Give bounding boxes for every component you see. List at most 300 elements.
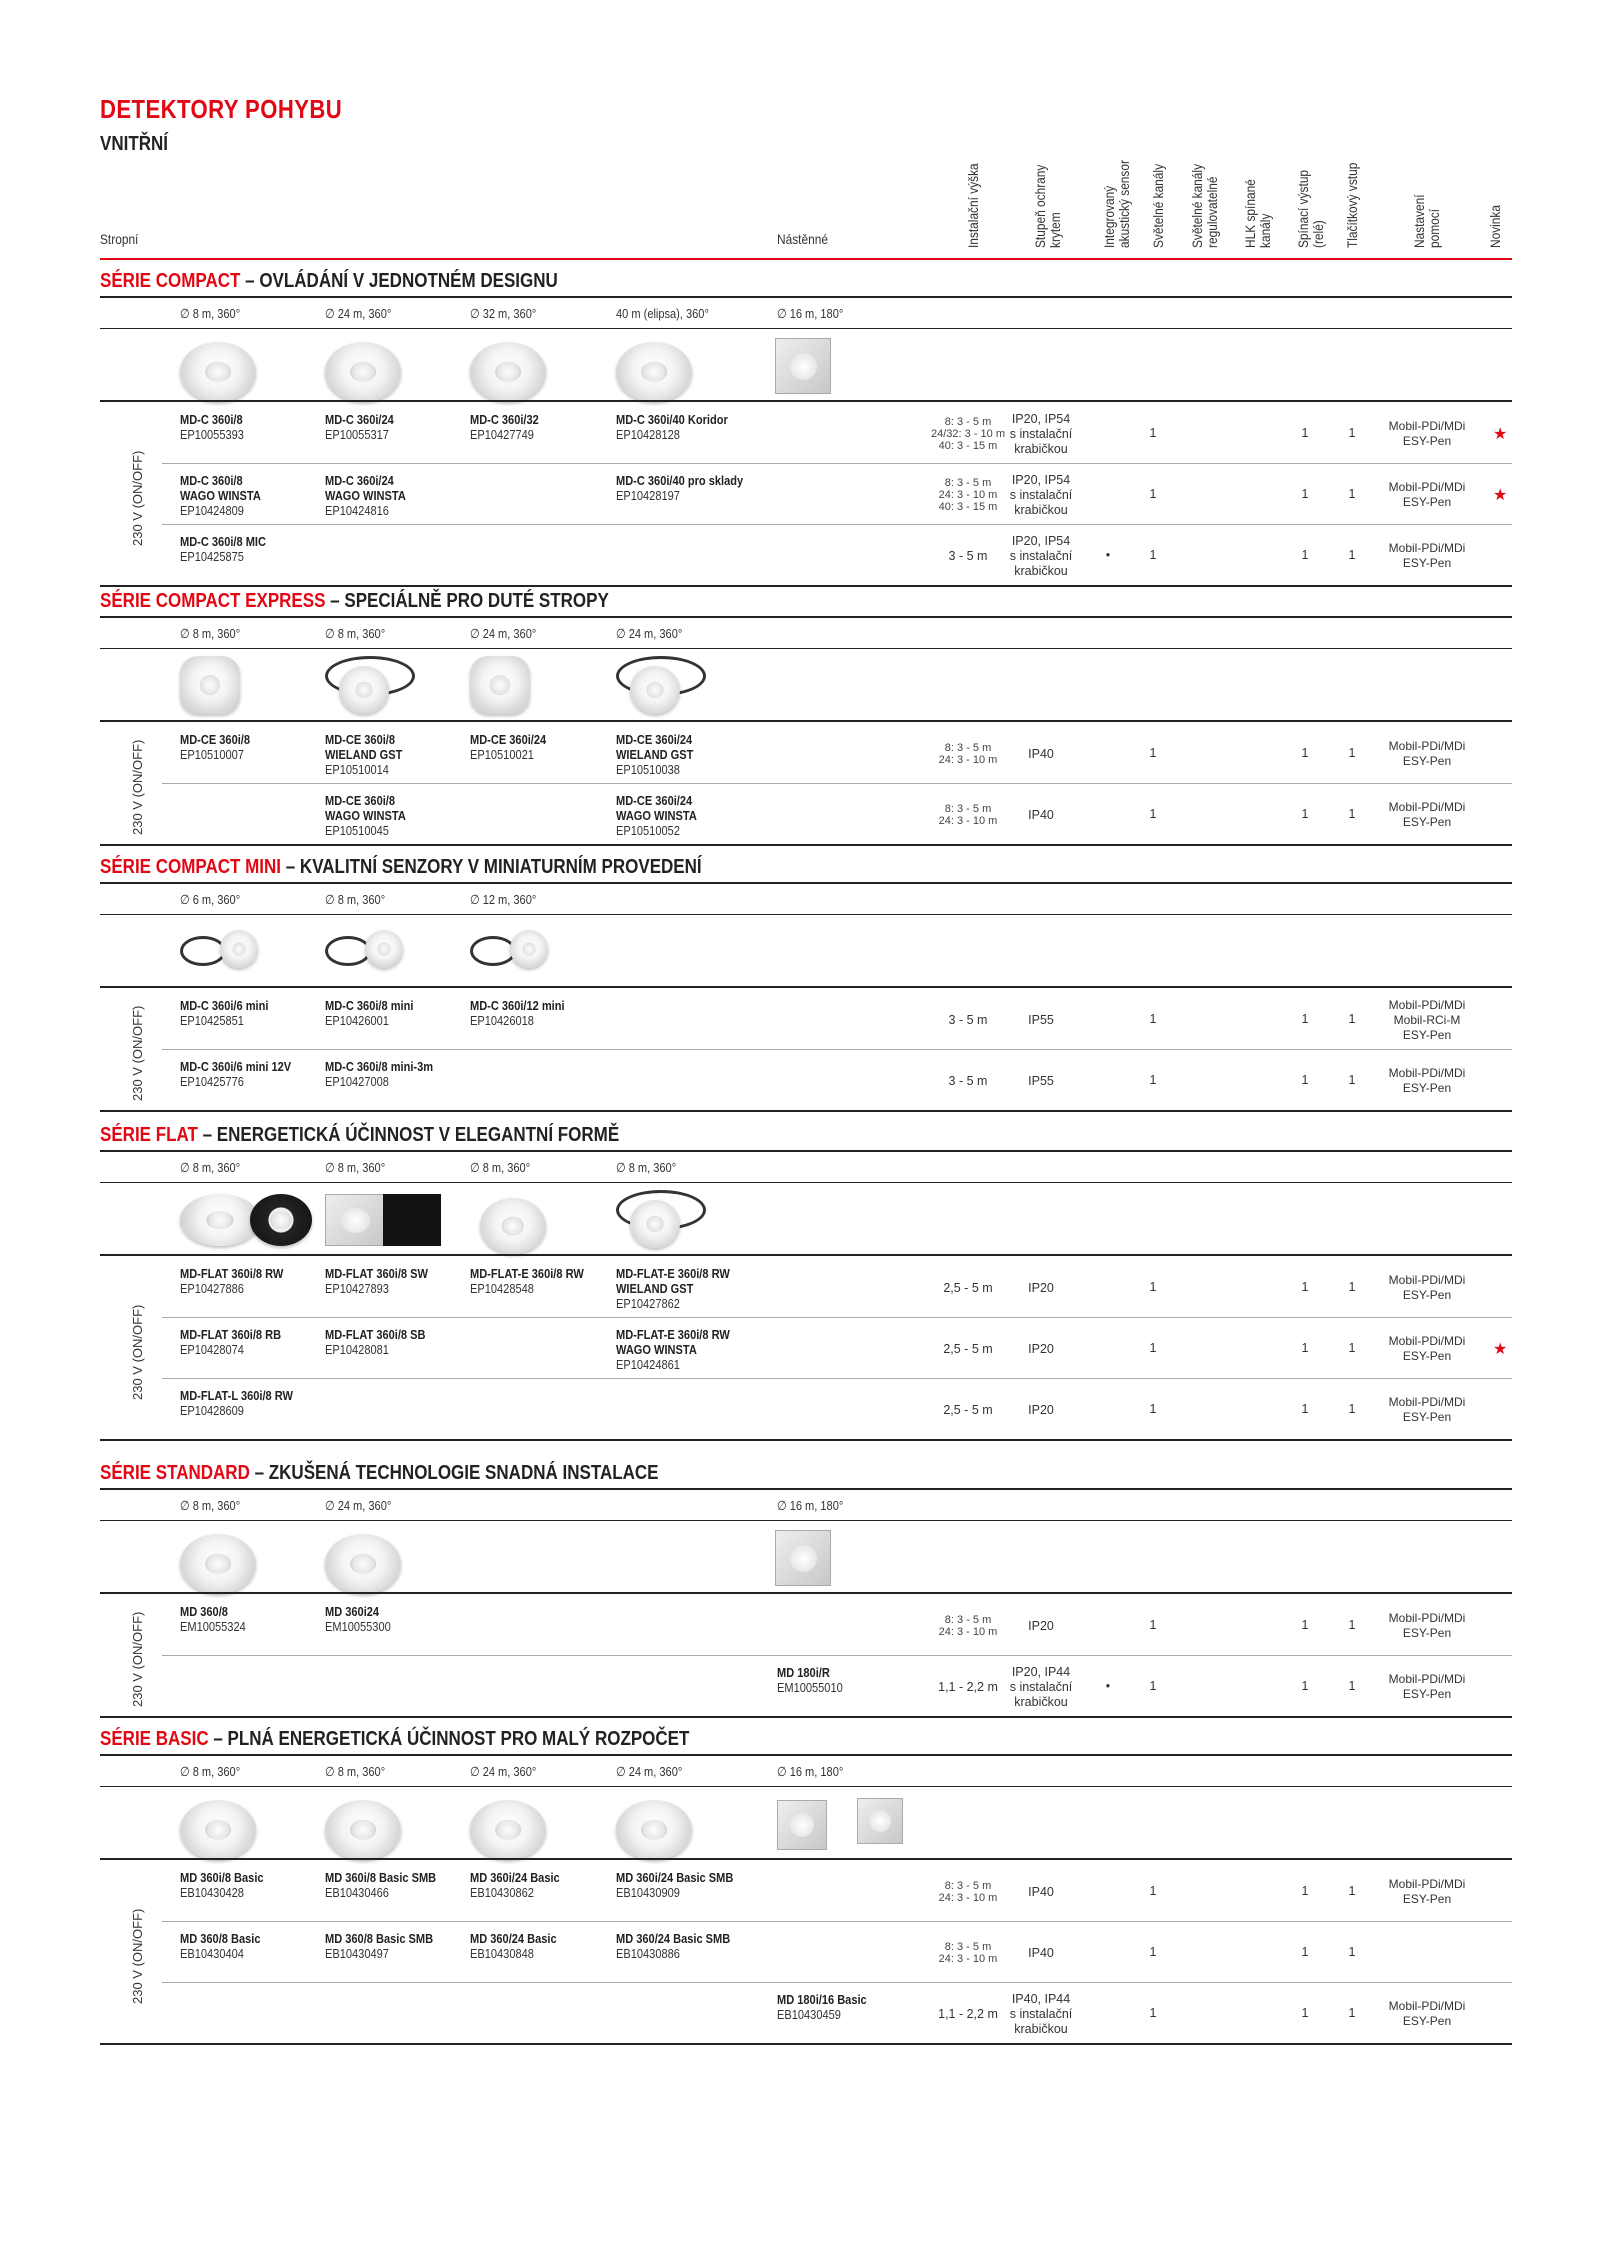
button-input: 1 xyxy=(1348,426,1356,440)
section-name: SÉRIE STANDARD xyxy=(100,1462,250,1484)
product-name: MD-CE 360i/8 xyxy=(325,732,396,747)
spec-label: ∅ 16 m, 180° xyxy=(777,1764,844,1779)
product-code: EB10430886 xyxy=(616,1946,680,1961)
product-code: EB10430862 xyxy=(470,1885,534,1900)
button-input: 1 xyxy=(1348,1341,1356,1355)
col-label-wall: Nástěnné xyxy=(777,231,828,247)
section-description: – KVALITNÍ SENZORY V MINIATURNÍM PROVEDENÍ xyxy=(281,856,702,878)
settings-tools: Mobil-PDi/MDi ESY-Pen xyxy=(1388,1672,1466,1701)
product-cell xyxy=(616,1931,730,1961)
voltage-label: 230 V (ON/OFF) xyxy=(130,739,145,835)
detector-image xyxy=(180,1800,256,1860)
row-divider xyxy=(100,1716,1512,1718)
rows-divider xyxy=(100,986,1512,988)
product-name: MD 180i/16 Basic xyxy=(777,1992,867,2007)
product-code: EP10428128 xyxy=(616,427,680,442)
product-cell xyxy=(180,1059,291,1089)
row-divider xyxy=(100,1439,1512,1441)
acoustic-sensor-mark: • xyxy=(1105,548,1111,562)
spec-label: ∅ 8 m, 360° xyxy=(180,1498,241,1513)
product-code: EM10055300 xyxy=(325,1619,391,1634)
product-code: EP10426001 xyxy=(325,1013,389,1028)
column-header: Integrovaný akustický sensor xyxy=(1101,160,1132,248)
product-cell xyxy=(470,1266,584,1296)
ip-rating: IP40 xyxy=(1028,746,1054,761)
install-height: 8: 3 - 5 m 24: 3 - 10 m 40: 3 - 15 m xyxy=(938,477,998,513)
spec-label: ∅ 8 m, 360° xyxy=(180,626,241,641)
detector-image xyxy=(180,1534,256,1594)
wall-detector-image xyxy=(775,1530,831,1586)
product-code: EP10427008 xyxy=(325,1074,389,1089)
product-name: MD-C 360i/6 mini 12V xyxy=(180,1059,292,1074)
relay-output: 1 xyxy=(1301,1679,1309,1693)
settings-tools: Mobil-PDi/MDi Mobil-RCi-M ESY-Pen xyxy=(1388,997,1466,1042)
ip-rating: IP55 xyxy=(1028,1073,1054,1088)
product-cell xyxy=(616,732,693,777)
product-name: MD-C 360i/8 mini-3m xyxy=(325,1059,434,1074)
product-cell xyxy=(325,732,402,777)
product-name: MD-FLAT 360i/8 SW xyxy=(325,1266,428,1281)
column-header: Nastavení pomocí xyxy=(1411,194,1442,248)
detector-image xyxy=(616,1800,692,1860)
product-name: MD 360/8 xyxy=(180,1604,228,1619)
product-code: EP10428081 xyxy=(325,1342,389,1357)
ip-rating: IP40 xyxy=(1028,1945,1054,1960)
product-code: EP10425851 xyxy=(180,1013,244,1028)
detector-image xyxy=(325,1800,401,1860)
product-cell xyxy=(180,1870,264,1900)
product-code: EB10430428 xyxy=(180,1885,244,1900)
product-code: EP10510007 xyxy=(180,747,244,762)
detector-image xyxy=(325,342,401,402)
flat-square-image xyxy=(325,1194,385,1246)
page-subtitle: VNITŘNÍ xyxy=(100,133,168,155)
row-divider xyxy=(162,1049,1512,1050)
relay-output: 1 xyxy=(1301,487,1309,501)
product-code: EP10426018 xyxy=(470,1013,534,1028)
product-code: EP10510038 xyxy=(616,762,680,777)
ip-rating: IP40, IP44 s instalační krabičkou xyxy=(1009,1991,1073,2036)
detector-image xyxy=(180,342,256,402)
product-cell xyxy=(325,1059,433,1089)
light-channels: 1 xyxy=(1149,1679,1157,1693)
new-product-star: ★ xyxy=(1493,426,1508,443)
product-cell xyxy=(325,1604,391,1634)
settings-tools: Mobil-PDi/MDi ESY-Pen xyxy=(1388,1395,1466,1424)
column-header: Stupeň ochrany krytem xyxy=(1032,164,1063,248)
product-name: MD-C 360i/32 xyxy=(470,412,539,427)
settings-tools: Mobil-PDi/MDi ESY-Pen xyxy=(1388,480,1466,509)
install-height: 8: 3 - 5 m 24: 3 - 10 m xyxy=(938,1880,998,1904)
product-code: EP10427893 xyxy=(325,1281,389,1296)
settings-tools: Mobil-PDi/MDi ESY-Pen xyxy=(1388,1999,1466,2028)
product-cell xyxy=(616,412,728,442)
cable-detector-image xyxy=(339,666,389,714)
product-name: MD-CE 360i/24 xyxy=(616,793,693,808)
section-name: SÉRIE BASIC xyxy=(100,1728,209,1750)
section-title xyxy=(100,1728,689,1751)
product-code: EB10430848 xyxy=(470,1946,534,1961)
product-cell xyxy=(325,1327,425,1357)
product-cell xyxy=(777,1992,867,2022)
section-divider xyxy=(100,1754,1512,1756)
product-name: MD-C 360i/8 mini xyxy=(325,998,414,1013)
product-name: MD-FLAT 360i/8 RW xyxy=(180,1266,284,1281)
product-name: MD-FLAT-E 360i/8 RW xyxy=(616,1266,730,1281)
wall-detector-image xyxy=(777,1800,827,1850)
settings-tools: Mobil-PDi/MDi ESY-Pen xyxy=(1388,1334,1466,1363)
product-name: MD 360/24 Basic xyxy=(470,1931,557,1946)
button-input: 1 xyxy=(1348,1012,1356,1026)
product-cell xyxy=(180,1388,293,1418)
product-cell xyxy=(470,1931,557,1961)
product-code: EP10424816 xyxy=(325,503,389,518)
ip-rating: IP20, IP54 s instalační krabičkou xyxy=(1009,411,1073,456)
light-channels: 1 xyxy=(1149,2006,1157,2020)
product-name: MD 360/24 Basic SMB xyxy=(616,1931,731,1946)
product-code: EP10510052 xyxy=(616,823,680,838)
relay-output: 1 xyxy=(1301,1012,1309,1026)
section-name: SÉRIE COMPACT xyxy=(100,270,241,292)
row-divider xyxy=(162,1317,1512,1318)
product-name: MD-C 360i/8 MIC xyxy=(180,534,266,549)
cable-detector-image xyxy=(630,1200,680,1248)
section-name: SÉRIE COMPACT MINI xyxy=(100,856,282,878)
voltage-label: 230 V (ON/OFF) xyxy=(130,1611,145,1707)
ip-rating: IP20 xyxy=(1028,1402,1054,1417)
product-name: MD-C 360i/8 xyxy=(180,412,243,427)
spec-label: ∅ 8 m, 360° xyxy=(325,626,386,641)
product-cell xyxy=(470,998,565,1028)
rows-divider xyxy=(100,1254,1512,1256)
relay-output: 1 xyxy=(1301,426,1309,440)
button-input: 1 xyxy=(1348,1402,1356,1416)
detector-image xyxy=(616,342,692,402)
product-cell xyxy=(325,793,406,838)
product-name: MD 360/8 Basic xyxy=(180,1931,261,1946)
install-height: 8: 3 - 5 m 24: 3 - 10 m xyxy=(938,1614,998,1638)
light-channels: 1 xyxy=(1149,426,1157,440)
voltage-label: 230 V (ON/OFF) xyxy=(130,450,145,546)
spec-label: ∅ 8 m, 360° xyxy=(470,1160,531,1175)
section-name: SÉRIE FLAT xyxy=(100,1124,198,1146)
button-input: 1 xyxy=(1348,1280,1356,1294)
spec-label: ∅ 8 m, 360° xyxy=(180,1764,241,1779)
install-height: 8: 3 - 5 m 24/32: 3 - 10 m 40: 3 - 15 m xyxy=(931,416,1005,452)
light-channels: 1 xyxy=(1149,1012,1157,1026)
product-name: MD 360i/8 Basic xyxy=(180,1870,264,1885)
product-code: EP10428074 xyxy=(180,1342,244,1357)
button-input: 1 xyxy=(1348,548,1356,562)
product-cell xyxy=(180,412,244,442)
product-code: EB10430909 xyxy=(616,1885,680,1900)
voltage-label: 230 V (ON/OFF) xyxy=(130,1005,145,1101)
install-height: 2,5 - 5 m xyxy=(943,1341,993,1356)
acoustic-sensor-mark: • xyxy=(1105,1679,1111,1693)
spec-label: ∅ 8 m, 360° xyxy=(325,892,386,907)
product-code: EM10055324 xyxy=(180,1619,246,1634)
spec-label: ∅ 24 m, 360° xyxy=(616,626,683,641)
section-divider xyxy=(100,1488,1512,1490)
product-code: EB10430466 xyxy=(325,1885,389,1900)
product-cell xyxy=(470,1870,560,1900)
ip-rating: IP20, IP44 s instalační krabičkou xyxy=(1009,1664,1073,1709)
button-input: 1 xyxy=(1348,1945,1356,1959)
product-name: MD 360/8 Basic SMB xyxy=(325,1931,434,1946)
new-product-star: ★ xyxy=(1493,487,1508,504)
spec-label: ∅ 8 m, 360° xyxy=(180,1160,241,1175)
settings-tools: Mobil-PDi/MDi ESY-Pen xyxy=(1388,541,1466,570)
button-input: 1 xyxy=(1348,1073,1356,1087)
product-name: MD-CE 360i/24 xyxy=(470,732,547,747)
install-height: 3 - 5 m xyxy=(948,548,988,563)
product-cell xyxy=(616,793,697,838)
section-divider xyxy=(100,1150,1512,1152)
section-description: – PLNÁ ENERGETICKÁ ÚČINNOST PRO MALÝ ROZPOČET xyxy=(208,1728,690,1750)
section-divider xyxy=(100,616,1512,618)
product-name: MD-FLAT-E 360i/8 RW xyxy=(470,1266,584,1281)
relay-output: 1 xyxy=(1301,807,1309,821)
product-cell xyxy=(470,412,539,442)
button-input: 1 xyxy=(1348,1618,1356,1632)
product-name: MD-C 360i/6 mini xyxy=(180,998,269,1013)
rows-divider xyxy=(100,400,1512,402)
spec-divider xyxy=(100,328,1512,329)
product-code: EB10430459 xyxy=(777,2007,841,2022)
mini-detector-image xyxy=(510,930,548,968)
spec-divider xyxy=(100,914,1512,915)
product-name: MD-FLAT-L 360i/8 RW xyxy=(180,1388,293,1403)
product-cell xyxy=(325,1931,433,1961)
relay-output: 1 xyxy=(1301,1618,1309,1632)
spec-label: 40 m (elipsa), 360° xyxy=(616,306,709,321)
install-height: 2,5 - 5 m xyxy=(943,1280,993,1295)
flat-square-black-image xyxy=(383,1194,441,1246)
button-input: 1 xyxy=(1348,1679,1356,1693)
product-cell xyxy=(325,1266,428,1296)
spec-label: ∅ 8 m, 360° xyxy=(180,306,241,321)
product-variant: WIELAND GST xyxy=(325,747,403,762)
product-variant: WAGO WINSTA xyxy=(180,488,261,503)
button-input: 1 xyxy=(1348,746,1356,760)
product-cell xyxy=(180,732,250,762)
section-name: SÉRIE COMPACT EXPRESS xyxy=(100,590,326,612)
install-height: 3 - 5 m xyxy=(948,1073,988,1088)
install-height: 1,1 - 2,2 m xyxy=(938,1679,998,1694)
product-cell xyxy=(325,1870,436,1900)
row-divider xyxy=(162,463,1512,464)
product-name: MD 360i/24 Basic xyxy=(470,1870,560,1885)
spec-label: ∅ 8 m, 360° xyxy=(616,1160,677,1175)
spec-divider xyxy=(100,1786,1512,1787)
ip-rating: IP40 xyxy=(1028,1884,1054,1899)
product-name: MD-C 360i/12 mini xyxy=(470,998,565,1013)
section-title xyxy=(100,856,702,879)
ip-rating: IP55 xyxy=(1028,1012,1054,1027)
cable-image xyxy=(180,936,226,966)
install-height: 2,5 - 5 m xyxy=(943,1402,993,1417)
spec-label: ∅ 8 m, 360° xyxy=(325,1160,386,1175)
product-code: EM10055010 xyxy=(777,1680,843,1695)
section-title xyxy=(100,1124,619,1147)
spec-label: ∅ 8 m, 360° xyxy=(325,1764,386,1779)
rows-divider xyxy=(100,720,1512,722)
install-height: 1,1 - 2,2 m xyxy=(938,2006,998,2021)
product-name: MD-C 360i/24 xyxy=(325,412,394,427)
spec-divider xyxy=(100,1182,1512,1183)
mini-detector-image xyxy=(220,930,258,968)
product-variant: WAGO WINSTA xyxy=(325,808,406,823)
section-title xyxy=(100,1462,659,1485)
section-title xyxy=(100,270,558,293)
product-cell xyxy=(180,1266,283,1296)
product-code: EP10428609 xyxy=(180,1403,244,1418)
spec-divider xyxy=(100,1520,1512,1521)
row-divider xyxy=(162,1921,1512,1922)
column-header: Světelné kanály regulovatelné xyxy=(1189,163,1220,248)
product-code: EP10424861 xyxy=(616,1357,680,1372)
light-channels: 1 xyxy=(1149,1884,1157,1898)
product-cell xyxy=(180,534,266,564)
light-channels: 1 xyxy=(1149,746,1157,760)
product-name: MD 360i/8 Basic SMB xyxy=(325,1870,437,1885)
light-channels: 1 xyxy=(1149,548,1157,562)
product-code: EP10424809 xyxy=(180,503,244,518)
column-header: Instalační výška xyxy=(965,163,981,248)
voltage-label: 230 V (ON/OFF) xyxy=(130,1908,145,2004)
light-channels: 1 xyxy=(1149,1073,1157,1087)
box-detector-image xyxy=(470,656,530,714)
light-channels: 1 xyxy=(1149,1280,1157,1294)
product-name: MD-C 360i/24 xyxy=(325,473,394,488)
mini-detector-image xyxy=(365,930,403,968)
product-cell xyxy=(616,1327,730,1372)
ip-rating: IP20, IP54 s instalační krabičkou xyxy=(1009,533,1073,578)
relay-output: 1 xyxy=(1301,746,1309,760)
product-code: EP10510014 xyxy=(325,762,389,777)
box-detector-image xyxy=(180,656,240,714)
product-code: EP10428548 xyxy=(470,1281,534,1296)
column-header: HLK spínané kanály xyxy=(1242,179,1273,248)
install-height: 3 - 5 m xyxy=(948,1012,988,1027)
product-cell xyxy=(180,1931,260,1961)
product-name: MD-CE 360i/8 xyxy=(325,793,396,808)
light-channels: 1 xyxy=(1149,807,1157,821)
relay-output: 1 xyxy=(1301,1073,1309,1087)
column-header: Světelné kanály xyxy=(1150,163,1166,248)
column-header: Tlačítkový vstup xyxy=(1344,162,1360,248)
button-input: 1 xyxy=(1348,1884,1356,1898)
product-variant: WAGO WINSTA xyxy=(325,488,406,503)
product-name: MD 360i/24 Basic SMB xyxy=(616,1870,734,1885)
spec-label: ∅ 24 m, 360° xyxy=(325,306,392,321)
spec-label: ∅ 24 m, 360° xyxy=(325,1498,392,1513)
product-cell xyxy=(777,1665,843,1695)
product-name: MD-CE 360i/8 xyxy=(180,732,251,747)
product-name: MD-FLAT 360i/8 RB xyxy=(180,1327,282,1342)
settings-tools: Mobil-PDi/MDi ESY-Pen xyxy=(1388,419,1466,448)
install-height: 8: 3 - 5 m 24: 3 - 10 m xyxy=(938,803,998,827)
row-divider xyxy=(162,1378,1512,1379)
spec-label: ∅ 16 m, 180° xyxy=(777,306,844,321)
row-divider xyxy=(162,524,1512,525)
section-description: – OVLÁDÁNÍ V JEDNOTNÉM DESIGNU xyxy=(240,270,558,292)
product-code: EP10510021 xyxy=(470,747,534,762)
section-description: – SPECIÁLNĚ PRO DUTÉ STROPY xyxy=(325,590,609,612)
detector-image xyxy=(470,1800,546,1860)
light-channels: 1 xyxy=(1149,1618,1157,1632)
ip-rating: IP20 xyxy=(1028,1618,1054,1633)
product-variant: WAGO WINSTA xyxy=(616,1342,697,1357)
row-divider xyxy=(100,1110,1512,1112)
relay-output: 1 xyxy=(1301,1341,1309,1355)
ip-rating: IP20 xyxy=(1028,1341,1054,1356)
rows-divider xyxy=(100,1858,1512,1860)
relay-output: 1 xyxy=(1301,1402,1309,1416)
settings-tools: Mobil-PDi/MDi ESY-Pen xyxy=(1388,1611,1466,1640)
product-name: MD-C 360i/8 xyxy=(180,473,243,488)
product-cell xyxy=(470,732,546,762)
section-description: – ZKUŠENÁ TECHNOLOGIE SNADNÁ INSTALACE xyxy=(249,1462,659,1484)
col-label-ceiling: Stropní xyxy=(100,231,139,247)
flat-detector-black-image xyxy=(250,1194,312,1246)
ip-rating: IP20 xyxy=(1028,1280,1054,1295)
settings-tools: Mobil-PDi/MDi ESY-Pen xyxy=(1388,739,1466,768)
spec-label: ∅ 24 m, 360° xyxy=(470,1764,537,1779)
product-name: MD 360i24 xyxy=(325,1604,380,1619)
product-name: MD-FLAT 360i/8 SB xyxy=(325,1327,426,1342)
light-channels: 1 xyxy=(1149,487,1157,501)
spec-label: ∅ 24 m, 360° xyxy=(616,1764,683,1779)
relay-output: 1 xyxy=(1301,1884,1309,1898)
cable-detector-image xyxy=(630,666,680,714)
relay-output: 1 xyxy=(1301,2006,1309,2020)
cable-image xyxy=(470,936,516,966)
relay-output: 1 xyxy=(1301,1280,1309,1294)
rows-divider xyxy=(100,1592,1512,1594)
ip-rating: IP40 xyxy=(1028,807,1054,822)
product-cell xyxy=(325,998,413,1028)
row-divider xyxy=(100,2043,1512,2045)
install-height: 8: 3 - 5 m 24: 3 - 10 m xyxy=(938,1941,998,1965)
settings-tools: Mobil-PDi/MDi ESY-Pen xyxy=(1388,800,1466,829)
product-name: MD-CE 360i/24 xyxy=(616,732,693,747)
product-code: EP10427749 xyxy=(470,427,534,442)
product-code: EP10427886 xyxy=(180,1281,244,1296)
section-divider xyxy=(100,882,1512,884)
product-cell xyxy=(325,412,394,442)
wall-detector-image xyxy=(775,338,831,394)
product-cell xyxy=(616,1870,733,1900)
section-description: – ENERGETICKÁ ÚČINNOST V ELEGANTNÍ FORMĚ xyxy=(197,1124,620,1146)
product-cell xyxy=(616,1266,730,1311)
product-code: EB10430404 xyxy=(180,1946,244,1961)
spec-label: ∅ 6 m, 360° xyxy=(180,892,241,907)
spec-label: ∅ 24 m, 360° xyxy=(470,626,537,641)
column-header: Spínací výstup (relé) xyxy=(1295,169,1326,248)
product-code: EP10055317 xyxy=(325,427,389,442)
product-variant: WIELAND GST xyxy=(616,1281,694,1296)
relay-output: 1 xyxy=(1301,548,1309,562)
row-divider xyxy=(162,1655,1512,1656)
light-channels: 1 xyxy=(1149,1341,1157,1355)
light-channels: 1 xyxy=(1149,1402,1157,1416)
detector-image xyxy=(325,1534,401,1594)
spec-label: ∅ 12 m, 360° xyxy=(470,892,537,907)
product-cell xyxy=(180,1604,246,1634)
light-channels: 1 xyxy=(1149,1945,1157,1959)
voltage-label: 230 V (ON/OFF) xyxy=(130,1304,145,1400)
